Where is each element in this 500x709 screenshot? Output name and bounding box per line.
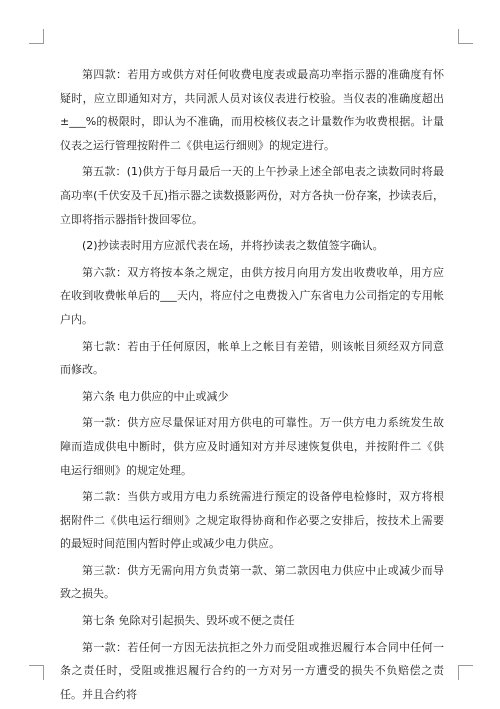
article-7-heading: 第七条 免除对引起损失、毁坏或不便之责任 bbox=[82, 614, 295, 628]
crop-mark-top-left bbox=[29, 29, 44, 44]
article-6-clause-3-paragraph: 第三款：供方无需向用方负责第一款、第二款因电力供应中止或减少而导致之损失。 bbox=[60, 563, 444, 601]
clause-5-sub-2-paragraph: (2)抄读表时用方应派代表在场，并将抄读表之数值签字确认。 bbox=[82, 239, 384, 253]
clause-6-paragraph: 第六款：双方将按本条之规定，由供方按月向用方发出收费收单，用方应在收到收费帐单后的___天内，将应付之电费拨入广东省电力公司指定的专用帐户内。 bbox=[60, 265, 444, 326]
clause-7-paragraph: 第七款：若由于任何原因，帐单上之帐目有差错，则该帐目须经双方同意而修改。 bbox=[60, 339, 444, 377]
article-7-clause-1-paragraph: 第一款：若任何一方因无法抗拒之外力而受阻或推迟履行本合同中任何一条之责任时，受阻或推迟履行合约的一方对另一方遭受的损失不负赔偿之责任。并且合约将 bbox=[60, 640, 444, 701]
clause-5-paragraph: 第五款：(1)供方于每月最后一天的上午抄录上述全部电表之读数同时将最高功率(千伏安及千瓦)指示器之读数摄影两份，对方各执一份存案，抄读表后，立即将指示器指针拨回零位。 bbox=[60, 165, 444, 226]
crop-mark-top-right bbox=[458, 29, 473, 44]
article-6-clause-1-paragraph: 第一款：供方应尽量保证对用方供电的可靠性。万一供方电力系统发生故障而造成供电中断时，供方应及时通知对方并尽速恢复供电，并按附件二《供电运行细则》的规定处理。 bbox=[60, 416, 444, 477]
crop-mark-bottom-right bbox=[458, 665, 473, 680]
clause-4-paragraph: 第四款：若用方或供方对任何收费电度表或最高功率指示器的准确度有怀疑时，应立即通知对方，共同派人员对该仪表进行校验。当仪表的准确度超出±___%的极限时，即认为不准确，而用校核仪表之计量数作为收费根据。计量仪表之运行管理按附件二《供电运行细则》的规定进行。 bbox=[60, 68, 444, 152]
article-6-clause-2-paragraph: 第二款：当供方或用方电力系统需进行预定的设备停电检修时，双方将根据附件二《供电运行细则》之规定取得协商和作必要之安排后，按技术上需要的最短时间范围内暂时停止或减少电力供应。 bbox=[60, 490, 444, 551]
article-6-heading: 第六条 电力供应的中止或减少 bbox=[82, 389, 229, 403]
document-body bbox=[60, 63, 444, 709]
crop-mark-bottom-left bbox=[29, 665, 44, 680]
